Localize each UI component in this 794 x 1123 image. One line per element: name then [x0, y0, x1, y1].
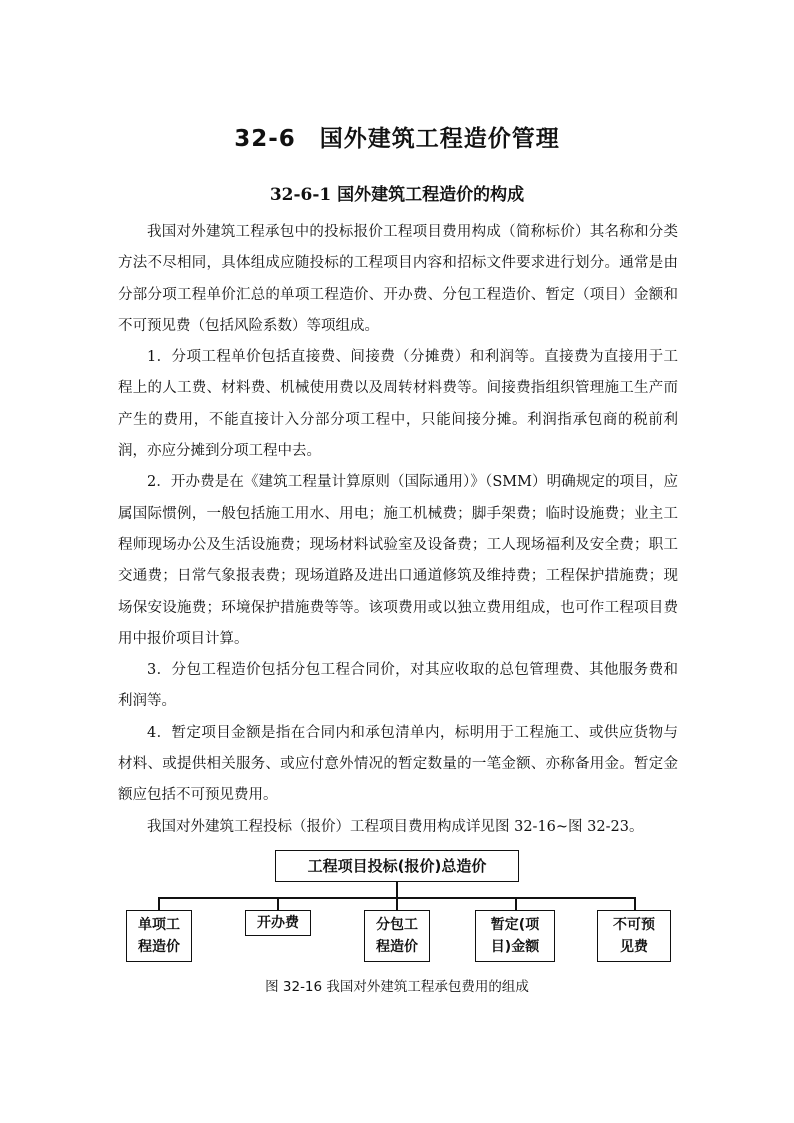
- paragraph-item-4: 4．暂定项目金额是指在合同内和承包清单内，标明用于工程施工、或供应货物与材料、或提供相关服务、或应付意外情况的暂定数量的一笔金额、亦称备用金。暂定金额应包括不可预见费用。: [118, 724, 678, 804]
- paragraph-intro: 我国对外建筑工程承包中的投标报价工程项目费用构成（简称标价）其名称和分类方法不尽相同，具体组成应随投标的工程项目内容和招标文件要求进行划分。通常是由分部分项工程单价汇总的单项工程造价、开办费、分包工程造价、暂定（项目）金额和不可预见费（包括风险系数）等项组成。: [118, 224, 678, 334]
- diagram-box-single-item-cost: 单项工 程造价: [126, 910, 192, 962]
- section-title: 32-6 国外建筑工程造价管理: [234, 126, 560, 152]
- subsection-title: 32-6-1 国外建筑工程造价的构成: [269, 185, 525, 205]
- cost-structure-diagram: [0, 845, 794, 970]
- diagram-root-box: 工程项目投标(报价)总造价: [275, 850, 519, 882]
- paragraph-item-1: 1．分项工程单价包括直接费、间接费（分摊费）和利润等。直接费为直接用于工程上的人工费、材料费、机械使用费以及周转材料费等。间接费指组织管理施工生产而产生的费用，不能直接计入分部分项工程中，只能间接分摊。利润指承包商的税前利润，亦应分摊到分项工程中去。: [118, 349, 678, 460]
- paragraph-item-3: 3．分包工程造价包括分包工程合同价，对其应收取的总包管理费、其他服务费和利润等。: [118, 662, 678, 710]
- diagram-connector-child-1: [158, 897, 160, 910]
- diagram-connector-child-2: [277, 897, 279, 910]
- diagram-connector-child-3: [396, 897, 398, 910]
- paragraph-figure-ref: 我国对外建筑工程投标（报价）工程项目费用构成详见图 32-16~图 32-23。: [147, 818, 644, 835]
- diagram-box-preliminaries: 开办费: [245, 910, 311, 936]
- diagram-connector-root: [396, 882, 398, 898]
- diagram-box-contingency: 不可预 见费: [597, 910, 671, 962]
- diagram-box-subcontract-cost: 分包工 程造价: [364, 910, 430, 962]
- paragraph-item-2: 2．开办费是在《建筑工程量计算原则（国际通用）》（SMM）明确规定的项目，应属国际惯例，一般包括施工用水、用电；施工机械费；脚手架费；临时设施费；业主工程师现场办公及生活设施费；现场材料试验室及设备费；工人现场福利及安全费；职工交通费；日常气象报表费；现场道路及进出口通道修筑及维持费；工程保护措施费；现场保安设施费；环境保护措施费等等。该项费用或以独立费用组成，也可作工程项目费用中报价项目计算。: [118, 474, 678, 647]
- diagram-connector-child-4: [515, 897, 517, 910]
- diagram-connector-child-5: [634, 897, 636, 910]
- figure-caption: 图 32-16 我国对外建筑工程承包费用的组成: [265, 979, 529, 995]
- body-text: [118, 217, 678, 843]
- diagram-box-provisional-sum: 暂定(项 目)金额: [475, 910, 555, 962]
